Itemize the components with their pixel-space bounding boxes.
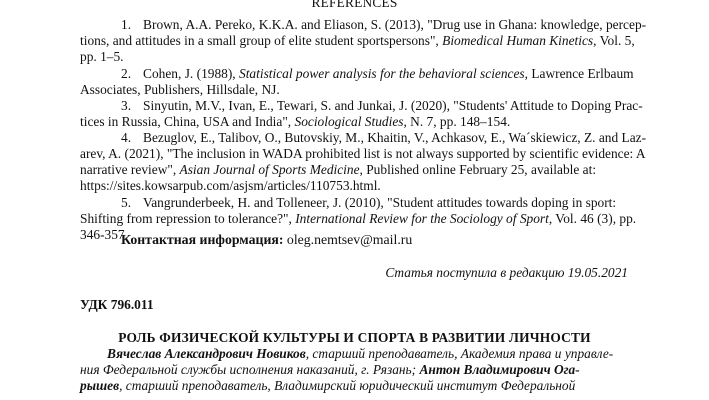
author-name: Антон Владимирович Ога- <box>419 362 580 377</box>
book-title: Statistical power analysis for the behavioral sciences <box>239 66 525 81</box>
document-page: REFERENCES 1. Brown, A.A. Pereko, K.K.A. and Eliason, S. (2013), "Drug use in Ghana: knowledge, percep- tions, and attitudes in a small group of elite student sportspersons", Biomedical Human Kinetics, Vol. 5, pp. 1–5. 2. Cohen, J. (1988), Statistical power analysis for the behavioral sciences, Lawrence Erlbaum Associates, Publishers, Hillsdale, NJ. 3. Sinyutin, M.V., Ivan, E., Tewari, S. and Junkai, J. (2020), "Students' Attitude to Doping Prac- tices in Russia, China, USA and India", Sociological Studies, N. 7, pp. 148–154. 4. Bezuglov, E., Talibov, O., Butovskiy, M., Khaitin, V., Achkasov, E., Wa´skiewicz, Z. and Laz- arev, A. (2021), "The inclusion in WADA prohibited list is not always supported by scientific evidence: A narrative review", Asian Journal of Sports Medicine, Published online February 25, available at: https://sites.kowsarpub.com/asjsm/articles/110753.html. 5. Vangrunderbeek, H. and Tolleneer, J. (2010), "Student attitudes towards doping in sport: Shifting from repression to tolerance?", International Review for the Sociology of Sport, Vol. 46 (3), pp. 346-357. Контактная информация: oleg.nemtsev@mail.ru Статья поступила в редакцию 19.05.2021 УДК 796.011 РОЛЬ ФИЗИЧЕСКОЙ КУЛЬТУРЫ И СПОРТА В РАЗВИТИИ ЛИЧНОСТИ Вячеслав Александрович Новиков, старший преподаватель, Академия права и управле- ния Федеральной службы исполнения наказаний, г. Рязань; Антон Владимирович Ога- рышев, старший преподаватель, Владимирский юридический институт Федеральной <box>0 0 709 400</box>
journal-title: Sociological Studies <box>294 114 404 129</box>
author-name: Вячеслав Александрович Новиков <box>107 346 306 361</box>
contact-email: oleg.nemtsev@mail.ru <box>286 232 413 247</box>
article-title: РОЛЬ ФИЗИЧЕСКОЙ КУЛЬТУРЫ И СПОРТА В РАЗВИТИИ ЛИЧНОСТИ <box>118 330 591 345</box>
author-name: рышев <box>80 378 120 393</box>
reference-url: https://sites.kowsarpub.com/asjsm/articles/110753.html. <box>80 178 381 193</box>
reference-number: 2. <box>121 66 132 81</box>
reference-number: 4. <box>121 130 132 145</box>
reference-number: 3. <box>121 98 132 113</box>
journal-title: Asian Journal of Sports Medicine, <box>179 162 363 177</box>
authors-line: Вячеслав Александрович Новиков, старший преподаватель, Академия права и управле- <box>107 346 614 361</box>
contact-label: Контактная информация: <box>121 232 284 247</box>
udk-code: УДК 796.011 <box>80 297 154 312</box>
reference-number: 1. <box>121 17 132 32</box>
authors-line: рышев, старший преподаватель, Владимирский юридический институт Федеральной <box>80 378 576 393</box>
contact-info <box>121 232 412 248</box>
received-date: Статья поступила в редакцию 19.05.2021 <box>385 265 628 280</box>
authors-line: ния Федеральной службы исполнения наказаний, г. Рязань; Антон Владимирович Ога- <box>80 362 580 377</box>
reference-number: 5. <box>121 195 132 210</box>
journal-title: Biomedical Human Kinetics <box>442 33 594 48</box>
reference-text: Brown, A.A. Pereko, K.K.A. and Eliason, S. (2013), "Drug use in Ghana: knowledge, percep- <box>143 17 647 32</box>
journal-title: International Review for the Sociology of Sport <box>295 211 549 226</box>
references-heading: REFERENCES <box>311 0 398 10</box>
